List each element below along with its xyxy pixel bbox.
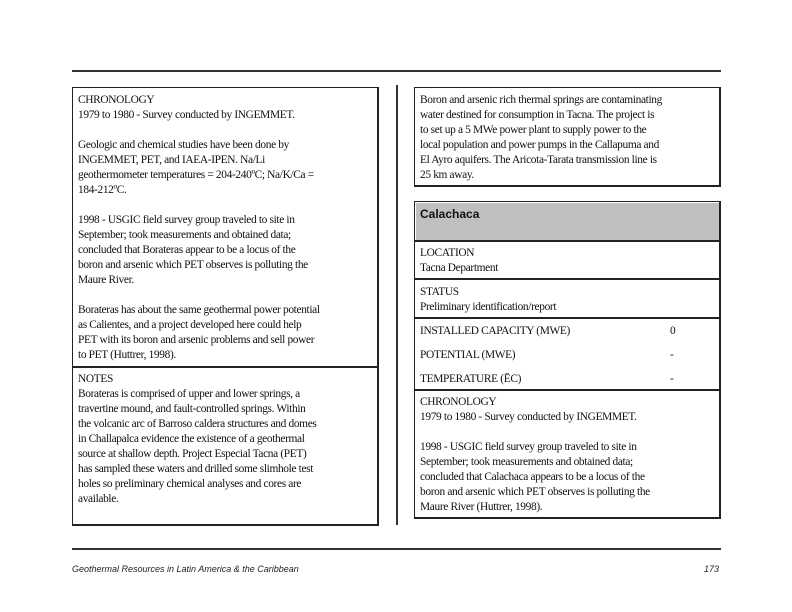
notes-heading: NOTES (78, 373, 113, 385)
stat-label-potential: POTENTIAL (MWE) (420, 349, 516, 361)
footer-rule (72, 548, 721, 550)
stat-value-installed-capacity: 0 (670, 325, 676, 337)
status-value: Preliminary identification/report (420, 301, 557, 313)
chronology-entry: 1998 - USGIC field survey group traveled to site in September; took measurements and obtained data; concluded that Borateras appear to be a locus of the boron and arsenic which PET observes is polluting the Maure River. (78, 214, 308, 286)
page-number: 173 (704, 564, 720, 574)
site-chronology-entry: 1979 to 1980 - Survey conducted by INGEMMET. (420, 411, 637, 423)
chronology-entry: Borateras has about the same geothermal power potential as Calientes, and a project developed here could help PET with its boron and arsenic problems and sell power to PET (Huttrer, 1998). (78, 304, 320, 361)
location-label: LOCATION (420, 247, 475, 259)
row-divider (414, 240, 721, 242)
notes-body: Borateras is comprised of upper and lower springs, a travertine mound, and fault-controlled springs. Within the volcanic arc of Barroso caldera structures and domes in Challapalca evidence the existence of a geothermal source at shallow depth. Project Especial Tacna (PET) has sampled these waters and drilled some slimhole test holes so preliminary chemical analyses and cores are available. (78, 388, 317, 505)
site-name: Calachaca (420, 207, 480, 221)
chronology-heading: CHRONOLOGY (78, 94, 155, 106)
stat-label-installed-capacity: INSTALLED CAPACITY (MWE) (420, 325, 570, 337)
row-divider (414, 389, 721, 391)
column-divider (396, 85, 398, 525)
chronology-entry: Geologic and chemical studies have been done by INGEMMET, PET, and IAEA-IPEN. Na/Li geothermometer temperatures = 204-240ºC; Na/K/Ca = 184-212ºC. (78, 139, 314, 196)
stat-value-potential: - (670, 349, 674, 361)
chronology-entry: 1979 to 1980 - Survey conducted by INGEMMET. (78, 109, 295, 121)
stat-label-temperature: TEMPERATURE (ĒC) (420, 373, 522, 385)
location-value: Tacna Department (420, 262, 499, 274)
continued-notes-text: Boron and arsenic rich thermal springs are contaminating water destined for consumption in Tacna. The project is to set up a 5 MWe power plant to supply power to the local population and power pumps in the Callapuma and El Ayro aquifers. The Aricota-Tarata transmission line is 25 km away. (420, 94, 662, 181)
row-divider (414, 317, 721, 319)
footer-title: Geothermal Resources in Latin America & the Caribbean (72, 564, 299, 574)
site-chronology-heading: CHRONOLOGY (420, 396, 497, 408)
stat-value-temperature: - (670, 373, 674, 385)
site-chronology-entry: 1998 - USGIC field survey group traveled to site in September; took measurements and obtained data; concluded that Calachaca appears to be a locus of the boron and arsenic which PET observes is polluting the Maure River (Huttrer, 1998). (420, 441, 650, 513)
row-divider (414, 278, 721, 280)
status-label: STATUS (420, 286, 459, 298)
header-rule (72, 70, 721, 72)
chronology-notes-divider (72, 366, 379, 368)
